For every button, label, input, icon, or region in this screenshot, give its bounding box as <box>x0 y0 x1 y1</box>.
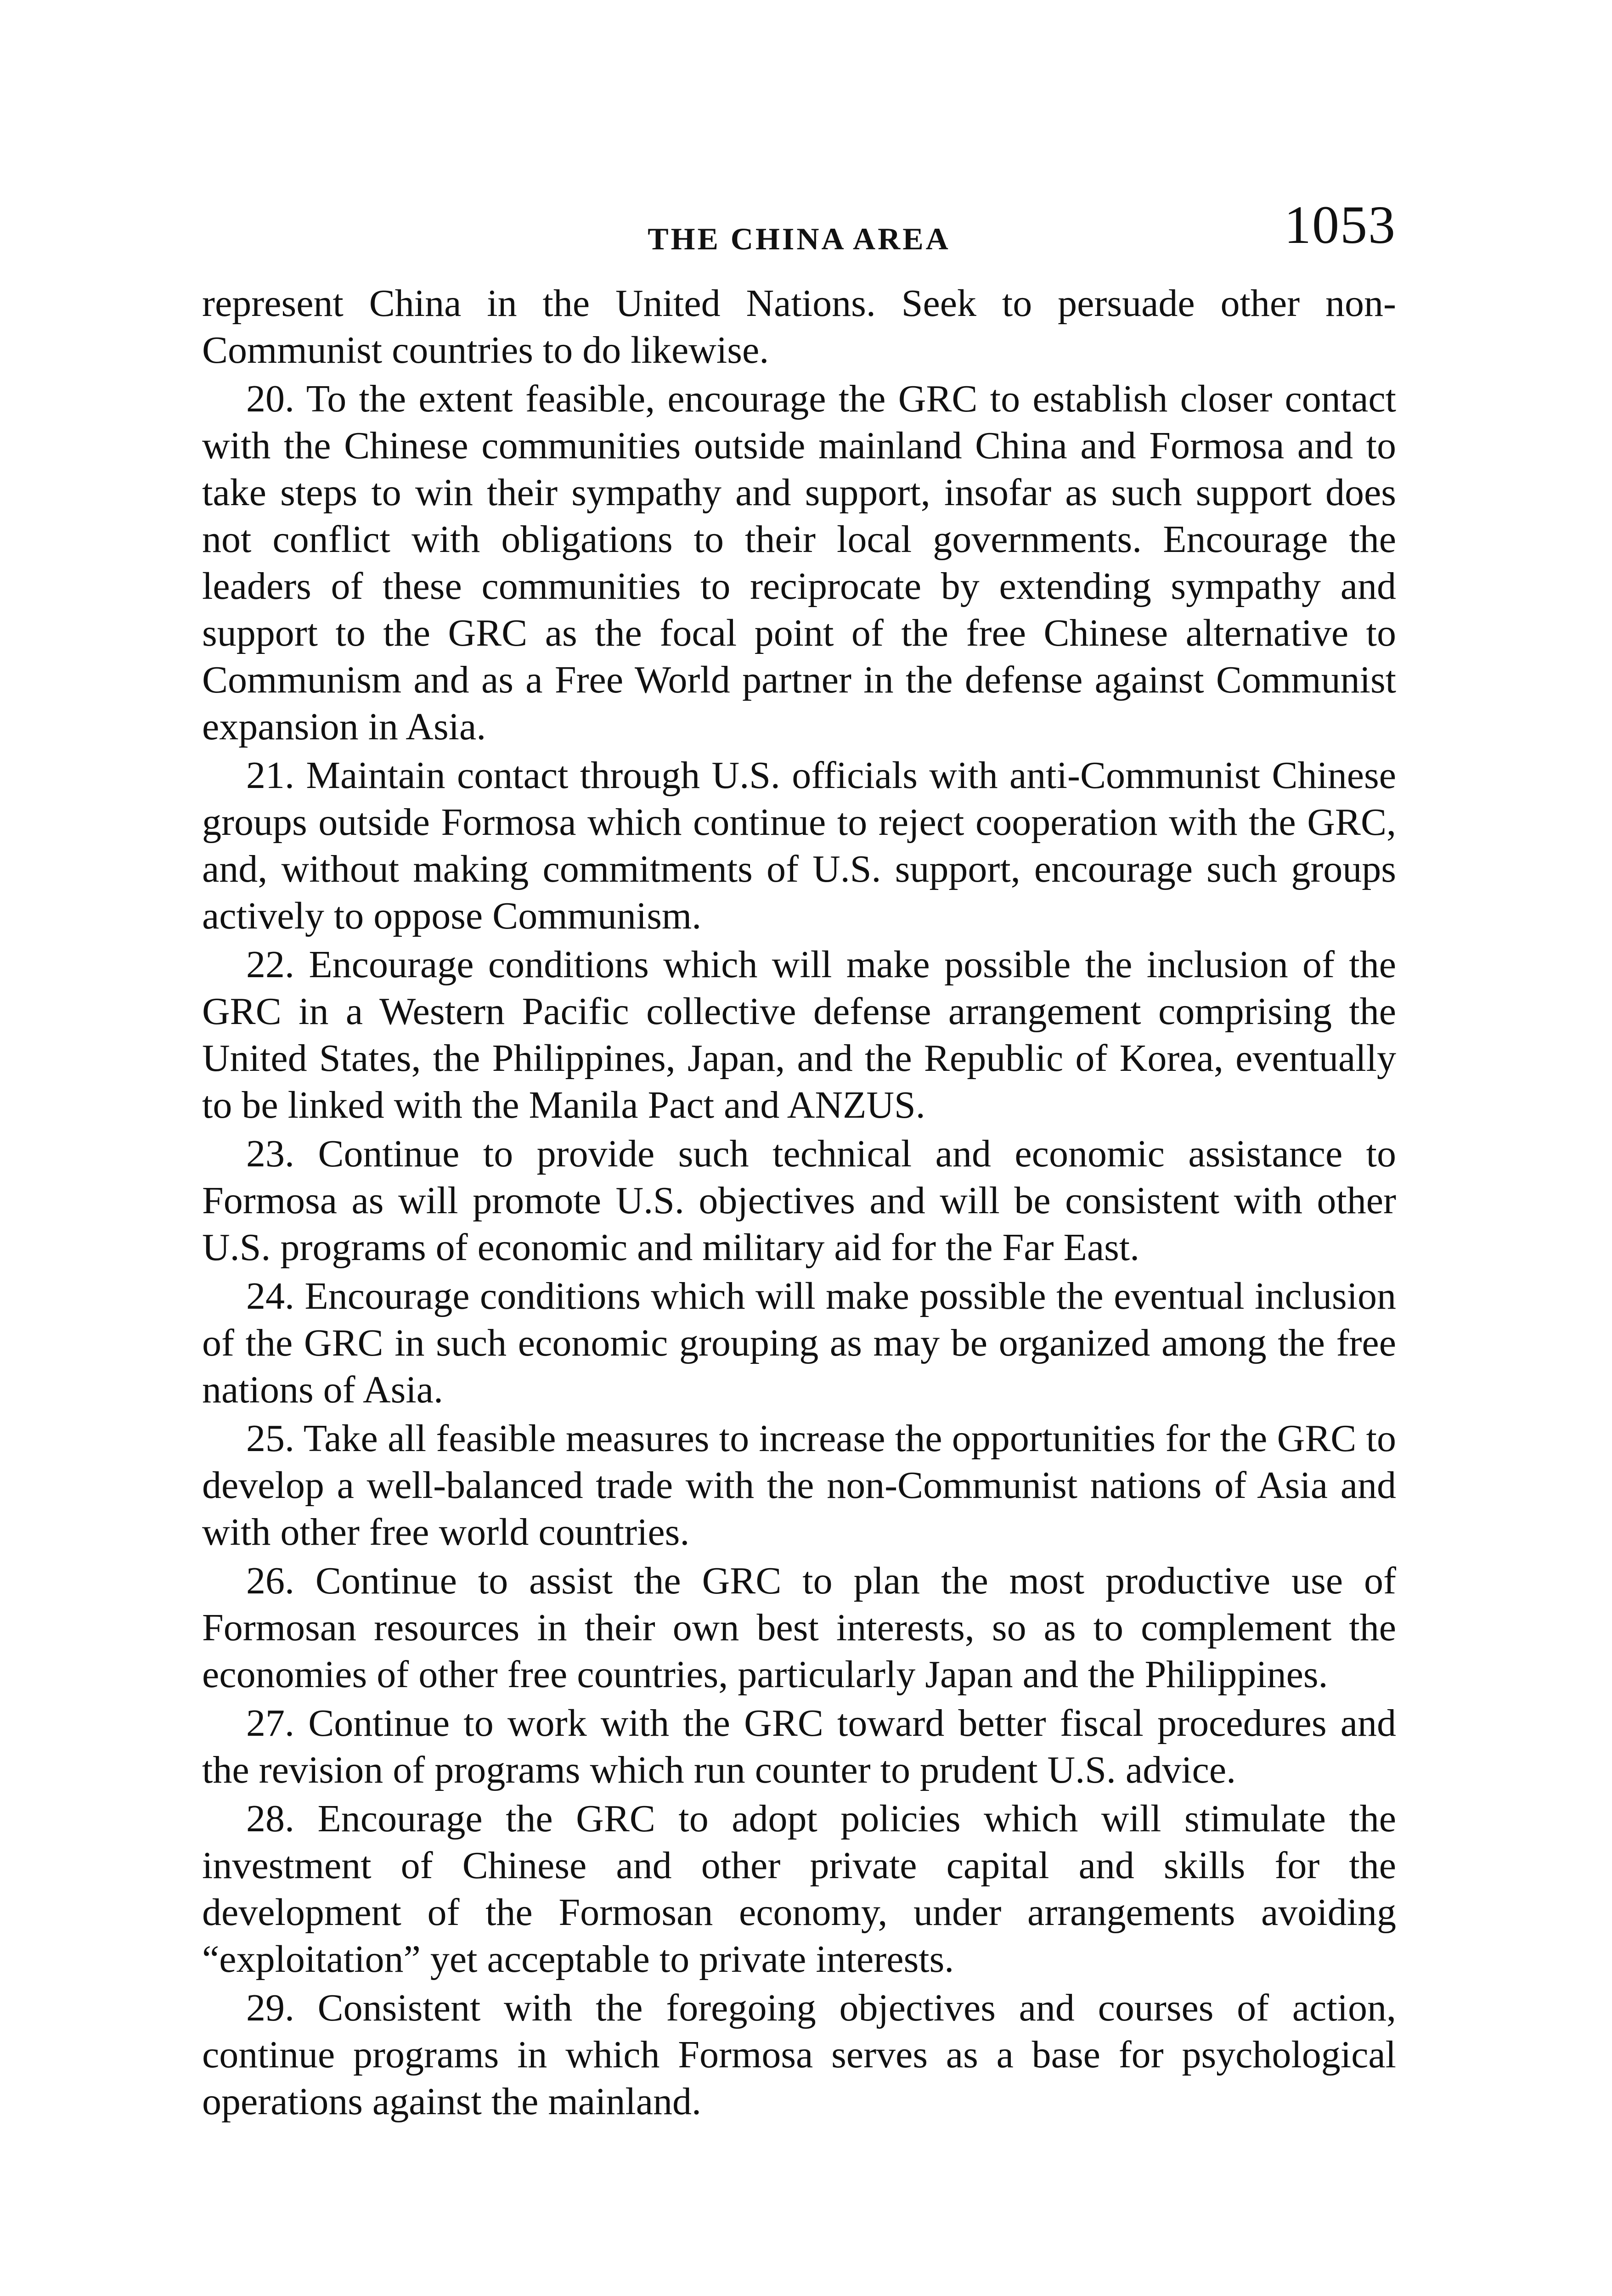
paragraph-item-27: 27. Continue to work with the GRC toward better fiscal procedures and the revision of programs which run counter to prudent U.S. advice. <box>202 1702 1396 1791</box>
page-header <box>202 193 1396 266</box>
page-number: 1053 <box>1284 195 1396 255</box>
paragraph-item-20: 20. To the extent feasible, encourage the GRC to establish closer contact with the Chinese communities outside mainland China and Formosa and to take steps to win their sympathy and support, insofar as such support does not conflict with obligations to their local governments. Encourage the leaders of these communities to reciprocate by extending sympathy and support to the GRC as the focal point of the free Chinese alternative to Communism and as a Free World partner in the defense against Communist expansion in Asia. <box>202 377 1396 748</box>
paragraph-item-23: 23. Continue to provide such technical and economic assistance to Formosa as will promote U.S. objectives and will be consistent with other U.S. programs of economic and military aid for the Far East. <box>202 1132 1396 1269</box>
paragraph-item-25: 25. Take all feasible measures to increase the opportunities for the GRC to develop a well-balanced trade with the non-Communist nations of Asia and with other free world countries. <box>202 1417 1396 1553</box>
paragraph-item-29: 29. Consistent with the foregoing objectives and courses of action, continue programs in which Formosa serves as a base for psychological operations against the mainland. <box>202 1986 1396 2123</box>
paragraph-item-24: 24. Encourage conditions which will make possible the eventual inclusion of the GRC in such economic grouping as may be organized among the free nations of Asia. <box>202 1275 1396 1411</box>
paragraph-continued: represent China in the United Nations. Seek to persuade other non-Communist countries to do likewise. <box>202 282 1396 371</box>
paragraph-item-26: 26. Continue to assist the GRC to plan the most productive use of Formosan resources in their own best interests, so as to complement the economies of other free countries, particularly Japan and the Philippines. <box>202 1559 1396 1696</box>
paragraph-item-21: 21. Maintain contact through U.S. officials with anti-Communist Chinese groups outside Formosa which continue to reject cooperation with the GRC, and, without making commitments of U.S. support, encourage such groups actively to oppose Communism. <box>202 754 1396 937</box>
running-head: THE CHINA AREA <box>648 221 951 256</box>
body-text <box>202 280 1396 2127</box>
paragraph-item-22: 22. Encourage conditions which will make possible the inclusion of the GRC in a Western Pacific collective defense arrangement comprising the United States, the Philippines, Japan, and the Republic of Korea, eventually to be linked with the Manila Pact and ANZUS. <box>202 943 1396 1126</box>
paragraph-item-28: 28. Encourage the GRC to adopt policies which will stimulate the investment of Chinese and other private capital and skills for the development of the Formosan economy, under arrangements avoiding “exploitation” yet acceptable to private interests. <box>202 1797 1396 1981</box>
